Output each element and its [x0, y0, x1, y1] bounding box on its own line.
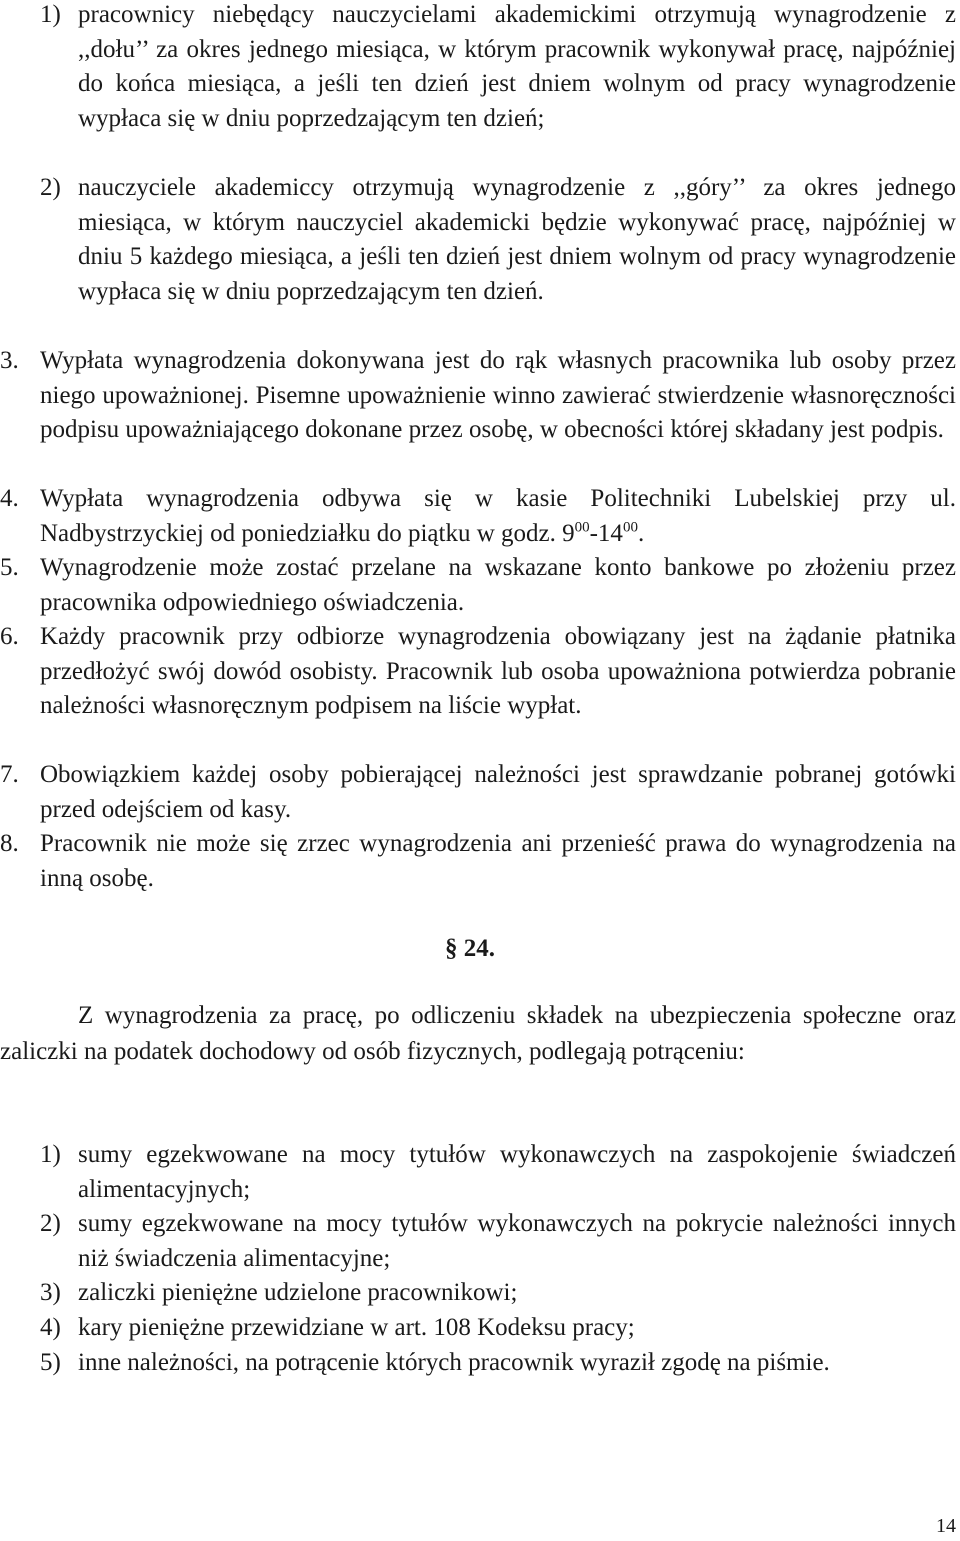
- page-number: 14: [936, 1515, 956, 1537]
- superscript: 00: [622, 519, 638, 536]
- list-item: [40, 1311, 956, 1346]
- section-number: 24.: [463, 935, 495, 962]
- item-number: 1): [40, 1, 61, 28]
- list-item: [40, 171, 956, 309]
- item-text: inne należności, na potrącenie których pracownik wyraził zgodę na piśmie.: [78, 1349, 830, 1376]
- paragraph-text: Każdy pracownik przy odbiorze wynagrodzenia obowiązany jest na żądanie płatnika przedłożyć swój dowód osobisty. Pracownik lub osoba upoważniona potwierdza pobranie należności własnoręcznym podpisem na liście wypłat.: [40, 623, 956, 719]
- item-number: 2): [40, 174, 61, 201]
- text-before: Wypłata wynagrodzenia odbywa się w kasie Politechniki Lubelskiej przy ul. Nadbystrzyckiej od poniedziałku do piątku w godz. 9: [40, 485, 956, 547]
- item-text: nauczyciele akademiccy otrzymują wynagrodzenie z ,,góry’’ za okres jednego miesiąca, w którym nauczyciel akademicki będzie wykonywać pracę, najpóźniej w dniu 5 każdego miesiąca, a jeśli ten dzień jest dniem wolnym od pracy wynagrodzenie wypłaca się w dniu poprzedzającym ten dzień.: [78, 174, 956, 305]
- item-number: 3): [40, 1279, 61, 1306]
- item-text: sumy egzekwowane na mocy tytułów wykonawczych na zaspokojenie świadczeń alimentacyjnych;: [78, 1141, 956, 1203]
- paragraph-number: 3.: [0, 347, 19, 374]
- superscript: 00: [574, 519, 590, 536]
- paragraph-number: 7.: [0, 761, 19, 788]
- text-mid: -14: [589, 519, 623, 547]
- paragraph-number: 6.: [0, 623, 19, 650]
- paragraph-number: 8.: [0, 830, 19, 857]
- paragraph-text: [0, 482, 956, 551]
- list-item: [40, 1276, 956, 1311]
- item-number: 1): [40, 1141, 61, 1168]
- paragraph-text: Pracownik nie może się zrzec wynagrodzenia ani przenieść prawa do wynagrodzenia na inną osobę.: [40, 830, 956, 892]
- numbered-paragraph: [0, 551, 956, 620]
- item-text: kary pieniężne przewidziane w art. 108 Kodeksu pracy;: [78, 1314, 635, 1341]
- numbered-paragraph: [0, 758, 956, 827]
- numbered-paragraph: [0, 827, 956, 896]
- paragraph-number: 5.: [0, 554, 19, 581]
- list-item: [40, 1207, 956, 1276]
- item-number: 4): [40, 1314, 61, 1341]
- paragraph-text: Wypłata wynagrodzenia dokonywana jest do rąk własnych pracownika lub osoby przez niego upoważnionej. Pisemne upoważnienie winno zawierać stwierdzenie własnoręczności podpisu upoważniającego dokonane przez osobę, w obecności której składany jest podpis.: [40, 347, 956, 443]
- item-number: 2): [40, 1210, 61, 1237]
- list-item: [40, 0, 956, 136]
- item-text: pracownicy niebędący nauczycielami akademickimi otrzymują wynagrodzenie z ,,dołu’’ za okres jednego miesiąca, w którym pracownik wykonywał pracę, najpóźniej do końca miesiąca, a jeśli ten dzień jest dniem wolnym od pracy wynagrodzenie wypłaca się w dniu poprzedzającym ten dzień;: [78, 1, 956, 132]
- section-symbol: §: [445, 935, 458, 962]
- item-number: 5): [40, 1349, 61, 1376]
- intro-paragraph: Z wynagrodzenia za pracę, po odliczeniu składek na ubezpieczenia społeczne oraz zaliczki na podatek dochodowy od osób fizycznych, podlegają potrąceniu:: [0, 1002, 956, 1065]
- list-item: [40, 1138, 956, 1207]
- numbered-paragraph: [0, 344, 956, 448]
- paragraph-text: Wynagrodzenie może zostać przelane na wskazane konto bankowe po złożeniu przez pracownika odpowiedniego oświadczenia.: [40, 554, 956, 616]
- paragraph-text: Obowiązkiem każdej osoby pobierającej należności jest sprawdzanie pobranej gotówki przed odejściem od kasy.: [40, 761, 956, 823]
- item-text: zaliczki pieniężne udzielone pracownikowi;: [78, 1279, 518, 1306]
- numbered-paragraph: [0, 620, 956, 724]
- text-after: .: [637, 519, 645, 547]
- numbered-paragraph: [0, 482, 956, 551]
- list-item: [40, 1346, 956, 1381]
- paragraph-number: 4.: [0, 485, 19, 512]
- item-text: sumy egzekwowane na mocy tytułów wykonawczych na pokrycie należności innych niż świadczenia alimentacyjne;: [78, 1210, 956, 1272]
